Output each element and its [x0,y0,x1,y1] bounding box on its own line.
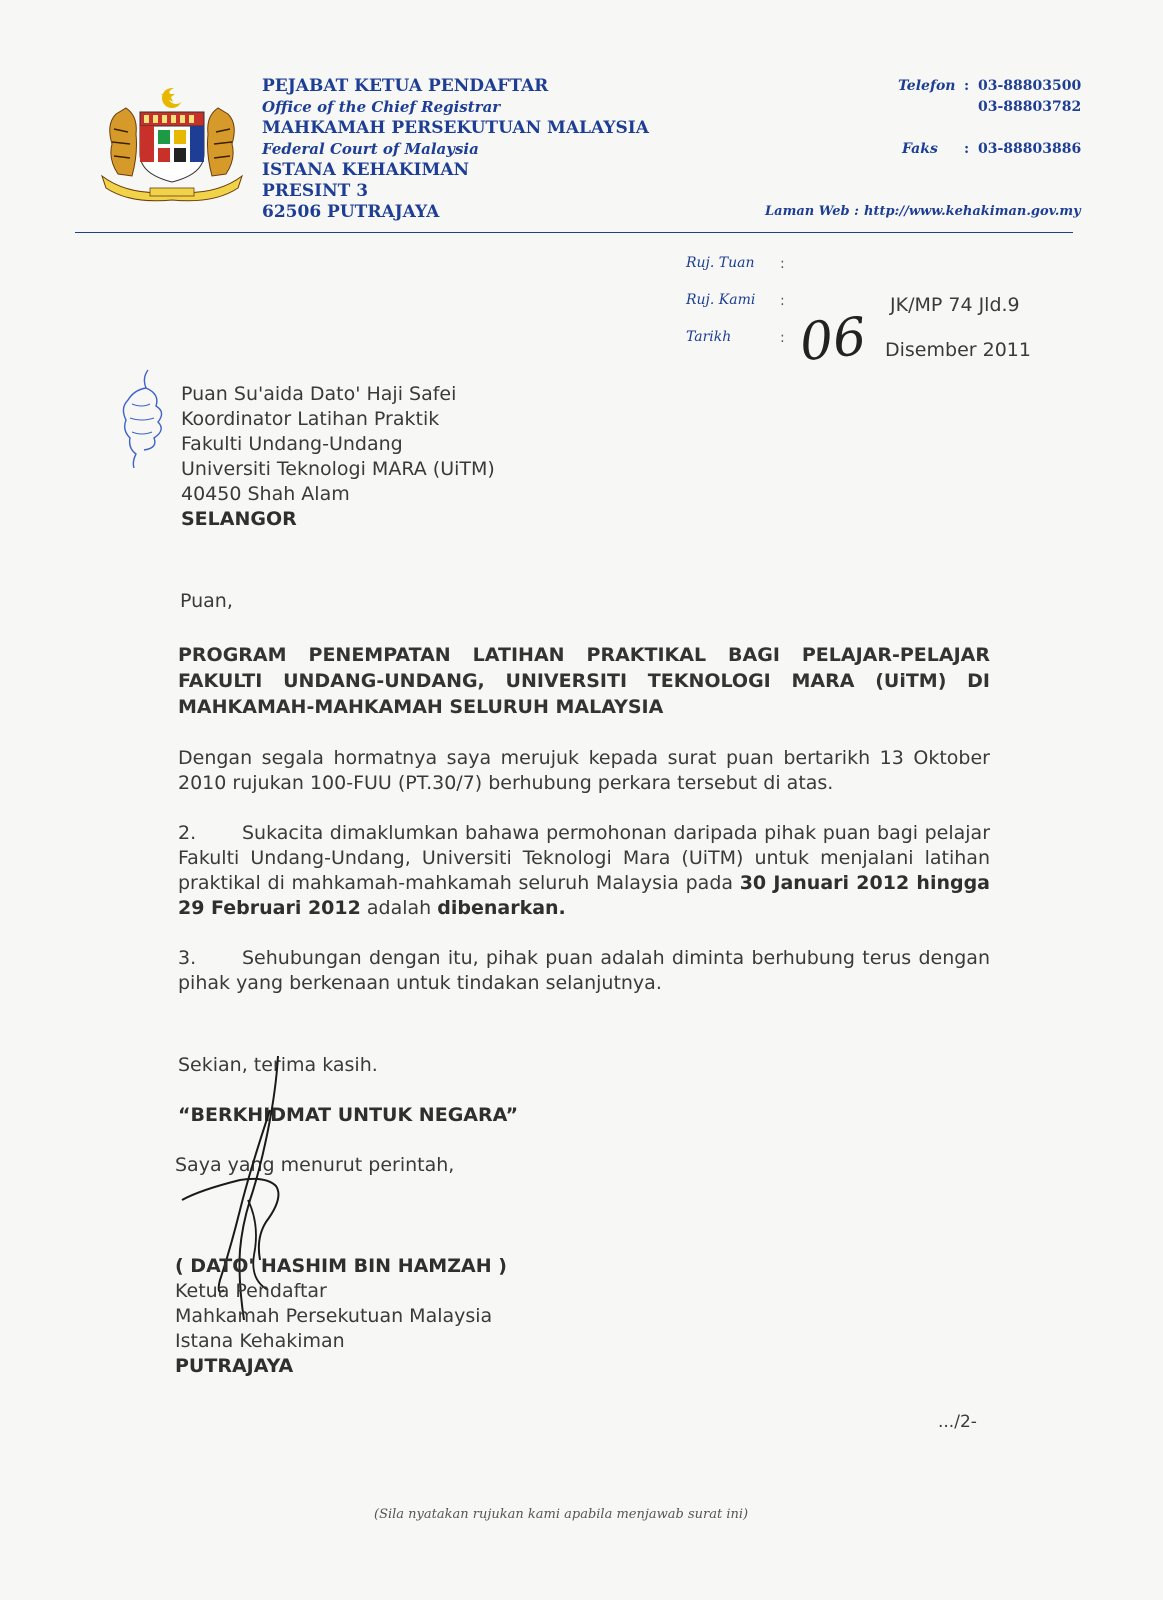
paragraph-number: 3. [178,947,197,969]
recipient-state: SELANGOR [181,508,297,530]
letterhead-line: PEJABAT KETUA PENDAFTAR [262,76,549,96]
tarikh-value: Disember 2011 [885,339,1031,361]
paragraph-number: 2. [178,822,197,844]
subject-line: FAKULTI UNDANG-UNDANG, UNIVERSITI TEKNOLOGI MARA (UiTM) DI [178,670,990,692]
paragraph-2-text-a: Sukacita dimaklumkan bahawa permohonan daripada pihak puan bagi pelajar Fakulti Undang-Undang, Universiti Teknologi Mara (UiTM) untuk menjalani latihan praktikal di mahkamah-mahkamah seluruh Malaysia pada [178,822,990,894]
signatory-building: Istana Kehakiman [175,1330,345,1352]
paragraph-3 [178,946,990,996]
letterhead-line: Office of the Chief Registrar [262,98,501,116]
recipient-line: Universiti Teknologi MARA (UiTM) [181,458,495,480]
letterhead-divider [75,232,1073,233]
signatory-title: Ketua Pendaftar [175,1280,327,1302]
telefon-colon: : [964,78,970,94]
paragraph-2-dates: 30 Januari 2012 hingga 29 Februari 2012 [178,872,990,919]
paragraph-2 [178,821,990,921]
ruj-kami-colon: : [780,293,785,309]
closing-obedient: Saya yang menurut perintah, [175,1154,455,1176]
web-url[interactable]: http://www.kehakiman.gov.my [864,204,1081,219]
salutation: Puan, [180,590,233,612]
letterhead-line: PRESINT 3 [262,181,369,201]
letterhead-line: Federal Court of Malaysia [262,140,479,158]
page-continuation: .../2- [938,1412,977,1432]
letterhead-line: 62506 PUTRAJAYA [262,202,440,222]
letterhead-line: MAHKAMAH PERSEKUTUAN MALAYSIA [262,118,649,138]
pointing-hand-icon [114,368,174,468]
closing-thanks: Sekian, terima kasih. [178,1054,378,1076]
faks-number: 03-88803886 [978,141,1082,157]
recipient-line: Fakulti Undang-Undang [181,433,403,455]
tarikh-day-handwritten: 06 [797,306,870,374]
letter-subject [178,642,990,720]
letterhead-line: ISTANA KEHAKIMAN [262,160,470,180]
paragraph-1: Dengan segala hormatnya saya merujuk kepada surat puan bertarikh 13 Oktober 2010 rujukan 100-FUU (PT.30/7) berhubung perkara tersebut di atas. [178,747,990,794]
faks-colon: : [964,141,970,157]
faks-label: Faks [902,141,938,157]
paragraph-3-text: Sehubungan dengan itu, pihak puan adalah diminta berhubung terus dengan pihak yang berkenaan untuk tindakan selanjutnya. [178,947,990,994]
telefon-number-2: 03-88803782 [978,99,1082,115]
subject-line: MAHKAMAH-MAHKAMAH SELURUH MALAYSIA [178,696,664,718]
web-label: Laman Web : [765,204,859,219]
malaysia-coat-of-arms-icon [98,84,246,202]
motto: “BERKHIDMAT UNTUK NEGARA” [178,1104,519,1126]
subject-line: PROGRAM PENEMPATAN LATIHAN PRAKTIKAL BAGI PELAJAR-PELAJAR [178,644,990,666]
letterhead-address [262,76,649,223]
recipient-line: Koordinator Latihan Praktik [181,408,440,430]
paragraph-2-text-b: adalah [360,897,438,919]
coat-of-arms-emblem [98,84,246,202]
ruj-kami-value: JK/MP 74 Jld.9 [890,294,1020,316]
tarikh-colon: : [780,330,785,346]
paragraph-2-approved: dibenarkan. [437,897,566,919]
tarikh-label: Tarikh [686,329,732,345]
hand-stamp-mark [114,368,174,472]
recipient-line: 40450 Shah Alam [181,483,350,505]
recipient-address [181,382,495,532]
ruj-kami-label: Ruj. Kami [686,292,756,308]
signatory-court: Mahkamah Persekutuan Malaysia [175,1305,493,1327]
ruj-tuan-colon: : [780,256,785,272]
signatory-city: PUTRAJAYA [175,1355,294,1377]
telefon-number-1: 03-88803500 [978,78,1082,94]
recipient-line: Puan Su'aida Dato' Haji Safei [181,383,457,405]
footer-note: (Sila nyatakan rujukan kami apabila menjawab surat ini) [374,1507,749,1522]
telefon-label: Telefon [898,78,956,94]
ruj-tuan-label: Ruj. Tuan [686,255,755,271]
signatory-name: ( DATO' HASHIM BIN HAMZAH ) [175,1255,507,1277]
